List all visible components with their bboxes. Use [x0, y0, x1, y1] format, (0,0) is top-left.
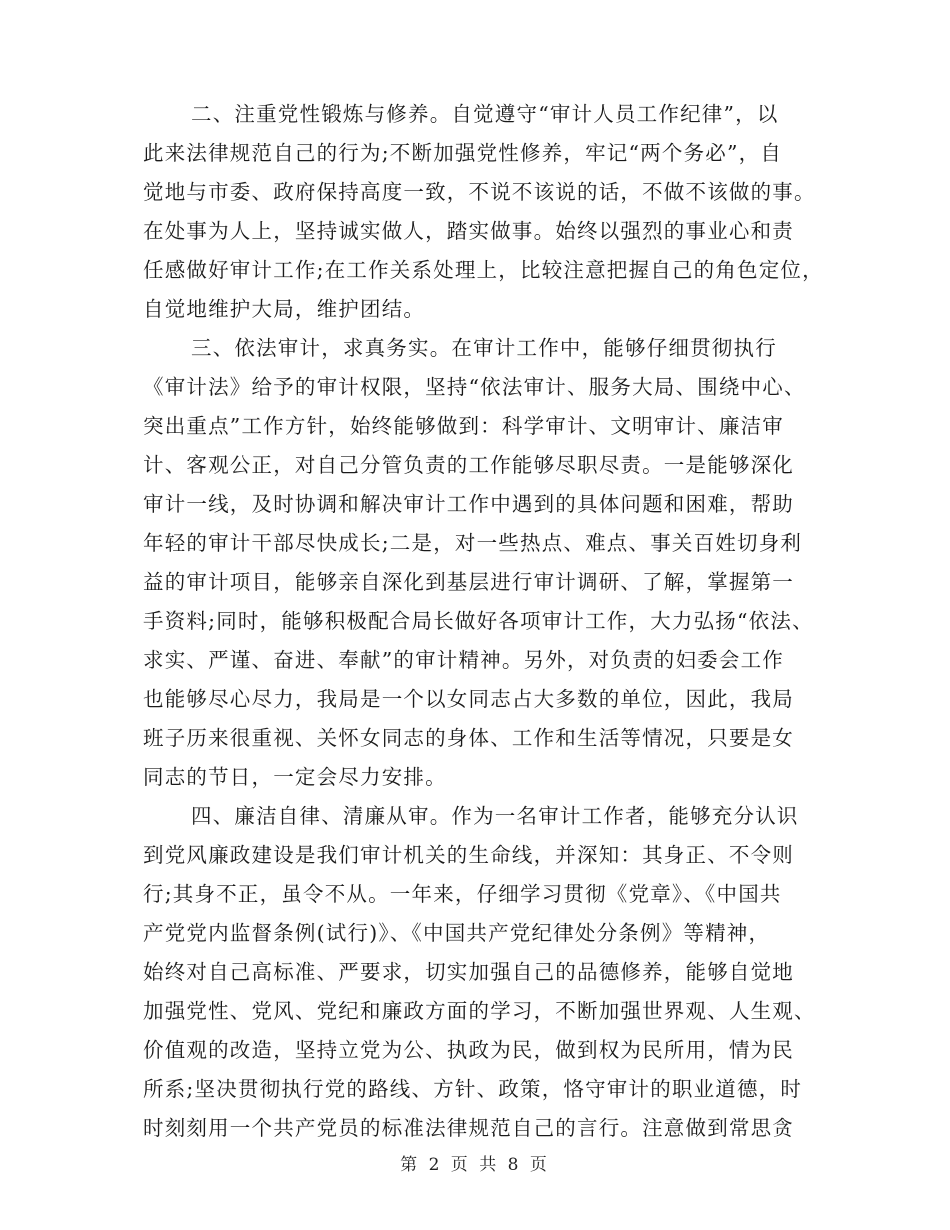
text-line: 任感做好审计工作;在工作关系处理上，比较注意把握自己的角色定位，	[143, 258, 824, 282]
text-line: 手资料;同时，能够积极配合局长做好各项审计工作，大力弘扬“依法、	[143, 609, 814, 633]
text-line: 此来法律规范自己的行为;不断加强党性修养，牢记“两个务必”，自	[143, 141, 783, 165]
text-line: 觉地与市委、政府保持高度一致，不说不该说的话，不做不该做的事。	[143, 180, 816, 204]
text-line: 班子历来很重视、关怀女同志的身体、工作和生活等情况，只要是女	[143, 726, 794, 750]
text-line: 到党风廉政建设是我们审计机关的生命线，并深知：其身正、不令则	[143, 843, 794, 867]
page-number-footer: 第 2 页 共 8 页	[400, 1155, 550, 1175]
text-line: 同志的节日，一定会尽力安排。	[143, 765, 447, 789]
text-line: 加强党性、党风、党纪和廉政方面的学习，不断加强世界观、人生观、	[143, 999, 816, 1023]
text-line: 自觉地维护大局，维护团结。	[143, 297, 426, 321]
text-line: 二、注重党性锻炼与修养。自觉遵守“审计人员工作纪律”，以	[191, 102, 779, 126]
text-line: 审计一线，及时协调和解决审计工作中遇到的具体问题和困难，帮助	[143, 492, 794, 516]
text-line: 求实、严谨、奋进、奉献”的审计精神。另外，对负责的妇委会工作	[143, 648, 784, 672]
text-line: 突出重点”工作方针，始终能够做到：科学审计、文明审计、廉洁审	[143, 414, 784, 438]
text-line: 益的审计项目，能够亲自深化到基层进行审计调研、了解，掌握第一	[143, 570, 794, 594]
text-line: 价值观的改造，坚持立党为公、执政为民，做到权为民所用，情为民	[143, 1038, 794, 1062]
text-line: 三、依法审计，求真务实。在审计工作中，能够仔细贯彻执行	[191, 336, 777, 360]
text-line: 在处事为人上，坚持诚实做人，踏实做事。始终以强烈的事业心和责	[143, 219, 794, 243]
text-line: 四、廉洁自律、清廉从审。作为一名审计工作者，能够充分认识	[191, 804, 799, 828]
text-line: 产党党内监督条例(试行)》、《中国共产党纪律处分条例》等精神，	[143, 921, 771, 945]
text-line: 所系;坚决贯彻执行党的路线、方针、政策，恪守审计的职业道德，时	[143, 1077, 803, 1101]
text-line: 计、客观公正，对自己分管负责的工作能够尽职尽责。一是能够深化	[143, 453, 794, 477]
text-line: 始终对自己高标准、严要求，切实加强自己的品德修养，能够自觉地	[143, 960, 794, 984]
text-line: 行;其身不正，虽令不从。一年来，仔细学习贯彻《党章》、《中国共	[143, 882, 782, 906]
text-line: 年轻的审计干部尽快成长;二是，对一些热点、难点、事关百姓切身利	[143, 531, 803, 555]
text-line: 时刻刻用一个共产党员的标准法律规范自己的言行。注意做到常思贪	[143, 1116, 794, 1140]
text-line: 也能够尽心尽力，我局是一个以女同志占大多数的单位，因此，我局	[143, 687, 794, 711]
text-line: 《审计法》给予的审计权限，坚持“依法审计、服务大局、围绕中心、	[143, 375, 806, 399]
